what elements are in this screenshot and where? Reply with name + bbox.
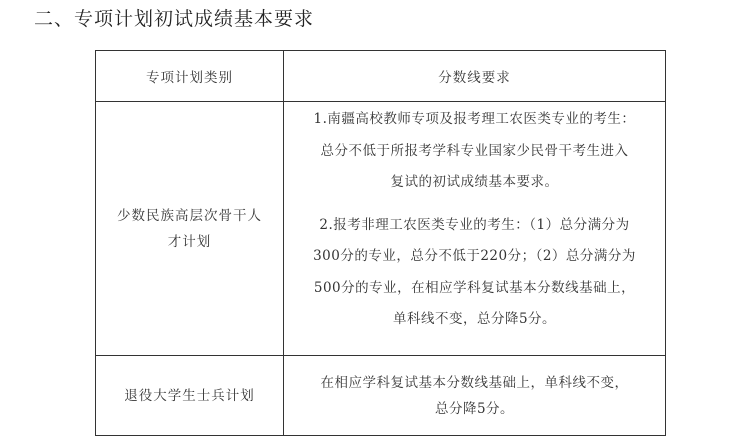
- requirement-line: 总分不低于所报考学科专业国家少民骨干考生进入: [320, 142, 629, 159]
- requirement-line: 300分的专业，总分不低于220分；（2）总分满分为: [313, 248, 636, 264]
- category-line: 才计划: [167, 233, 212, 250]
- requirement-line: 500分的专业，在相应学科复试基本分数线基础上，: [313, 279, 636, 296]
- category-line: 退役大学生士兵计划: [124, 387, 255, 404]
- category-cell: [96, 356, 284, 436]
- requirement-line: 单科线不变，总分降5分。: [392, 311, 557, 327]
- requirement-line: 1.南疆高校教师专项及报考理工农医类专业的考生：: [313, 111, 636, 127]
- requirement-line: 总分降5分。: [434, 400, 515, 417]
- header-score-requirement: 分数线要求: [284, 51, 666, 102]
- requirement-line: 复试的初试成绩基本要求。: [390, 174, 559, 190]
- requirement-line: 在相应学科复试基本分数线基础上，单科线不变，: [320, 374, 629, 391]
- category-cell: [96, 102, 284, 356]
- header-category: 专项计划类别: [96, 51, 284, 102]
- section-heading: 二、专项计划初试成绩基本要求: [34, 8, 315, 30]
- requirement-paragraph: [284, 370, 665, 422]
- category-line: 少数民族高层次骨干人: [117, 207, 262, 224]
- table-row: [96, 356, 666, 436]
- requirement-paragraph: [284, 104, 665, 199]
- table-row: [96, 102, 666, 356]
- requirement-paragraph: [284, 210, 665, 336]
- table-header-row: [96, 51, 666, 102]
- requirement-cell: [284, 102, 666, 356]
- requirements-table: [95, 50, 666, 436]
- requirement-line: 2.报考非理工农医类专业的考生：（1）总分满分为: [319, 216, 630, 233]
- requirement-cell: [284, 356, 666, 436]
